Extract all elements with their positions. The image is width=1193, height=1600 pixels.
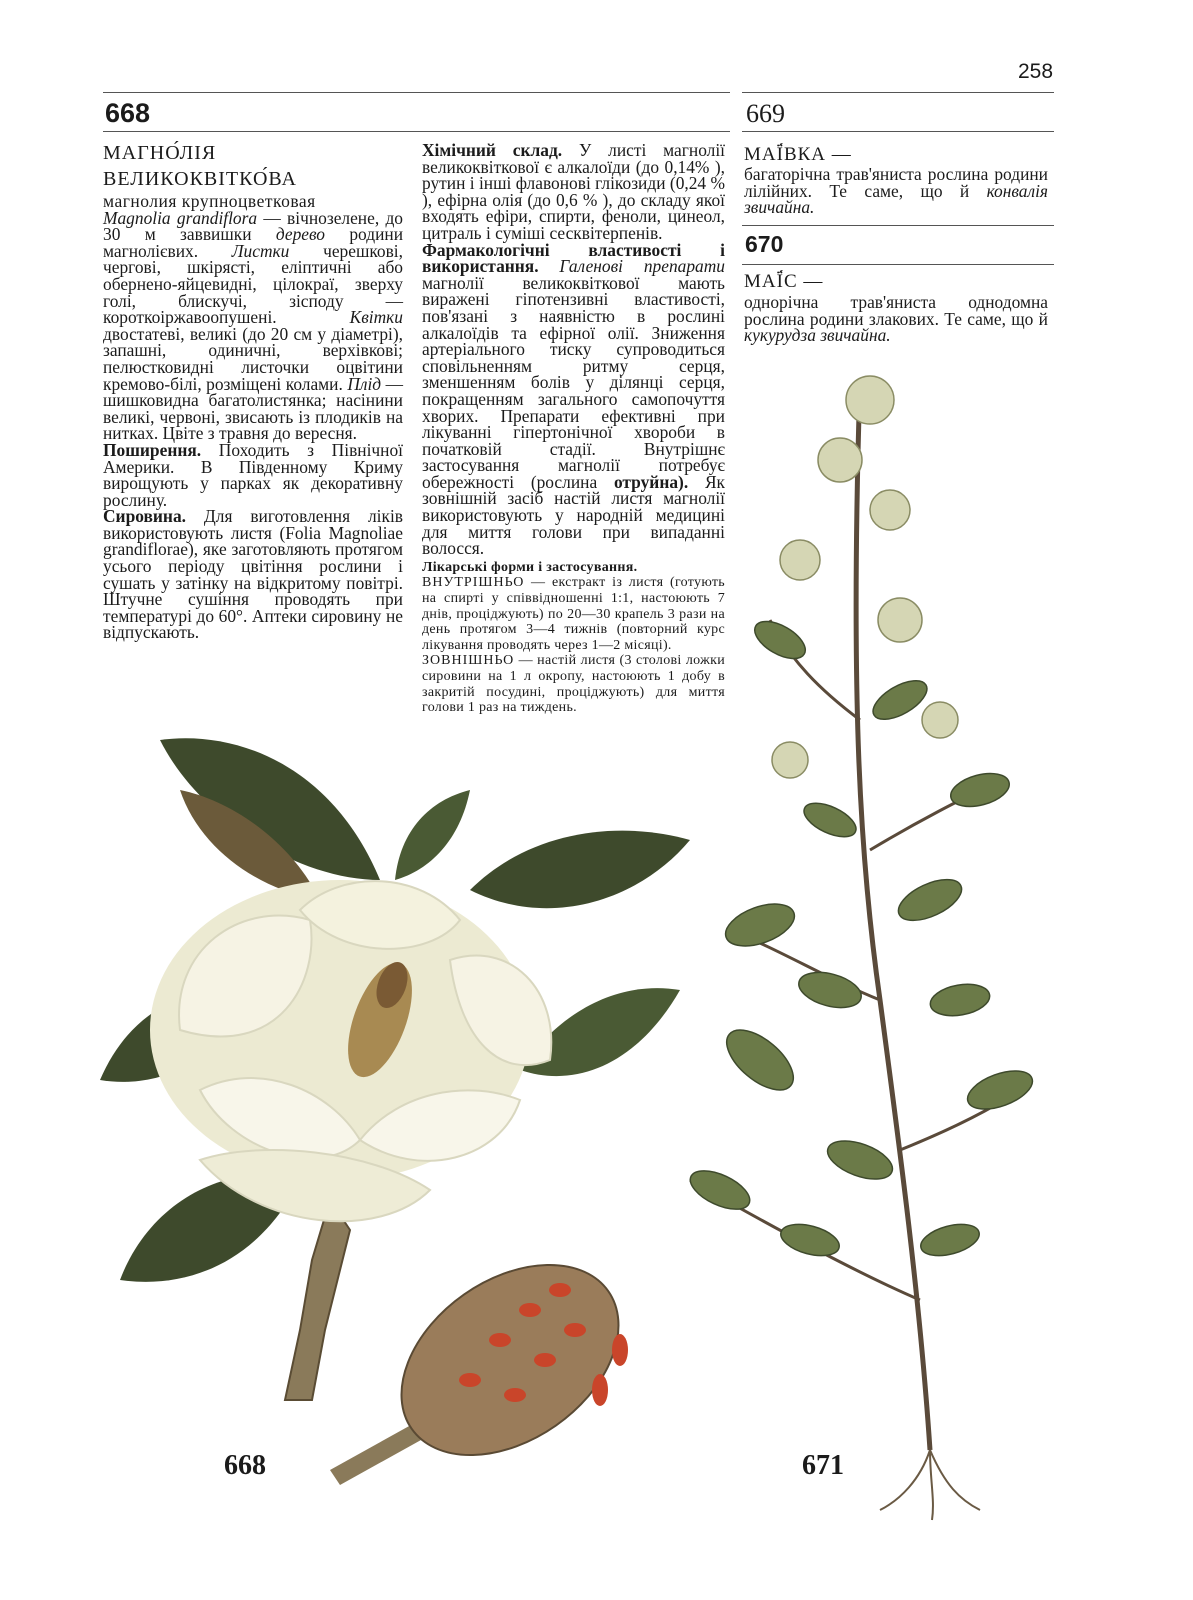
desc-text-2: родини магнолієвих.	[103, 224, 403, 261]
desc-italic-1: дерево	[275, 224, 326, 245]
pharm-italic: Галенові препарати	[559, 256, 725, 277]
internal-label: ВНУТРІШНЬО	[422, 575, 525, 591]
entry-669-ref: конвалія звичайна.	[744, 180, 1048, 218]
magnolia-leaf-top-right	[470, 831, 690, 909]
desc-text-3: черешкові, чергові, шкірясті, еліптичні або обернено-яйцевидні, цілокраї, зверху голі, блискучі, зісподу — короткоіржавоопушені.	[103, 240, 403, 328]
entry-number-669: 669	[746, 99, 785, 128]
magnolia-fruit-cone	[366, 1226, 654, 1495]
raw-text: Для виготовлення ліків використовують листя (Folia Magnoliae grandiflorae), яке заготовляють протягом усього періоду цвітіння рослини і сушать у затінку на відкритому повітрі. Штучне сушіння проводять при температурі до 60°. Аптеки сировину не відпускають.	[103, 506, 403, 643]
chem-label: Хімічний склад.	[422, 140, 563, 160]
entry-669-body: багаторічна трав'яниста рослина родини лілійних. Те саме, що й	[744, 164, 1048, 201]
forms-label: Лікарські форми і застосування.	[422, 559, 638, 575]
herb-leaves	[685, 614, 1038, 1261]
entry-title-line2: ВЕЛИКОКВІТКО́ВА	[103, 168, 297, 190]
pharm-label: Фармакологічні властивості і використання.	[422, 239, 725, 277]
desc-text-5: — шишковидна багатолистянка; насінини великі, червоні, звисають із плодиків на нитках. Цвіте з травня до вересня.	[103, 373, 403, 444]
raw-label: Сировина.	[103, 506, 186, 527]
magnolia-illustration	[100, 738, 690, 1494]
internal-text: — екстракт із листя (готують на спирті у співвідношенні 1:1, настоюють 7 днів, проціджують) по 20—30 крапель 3 рази на день протягом 3—4 тижнів (повторний курс лікування проводять через 1—2 місяці).	[422, 575, 725, 653]
external-label: ЗОВНІШНЬО	[422, 653, 515, 669]
desc-text-1: — вічнозелене, до 30 м заввишки	[103, 207, 403, 245]
entry-670-ref: кукурудза звичайна.	[744, 325, 891, 346]
herb-flower-clusters	[772, 376, 958, 778]
figure-label-671: 671	[802, 1450, 844, 1481]
magnolia-branch	[285, 1200, 350, 1400]
entry-670-body: однорічна трав'яниста однодомна рослина родини злакових. Те саме, що й	[744, 292, 1048, 329]
entry-670-title: МАЇ́С —	[744, 271, 824, 292]
desc-italic-3: Квітки	[349, 307, 403, 328]
desc-italic-2: Листки	[231, 240, 290, 261]
page-number: 258	[1018, 60, 1054, 83]
pharm-text-1: магнолії великоквіткової мають виражені гіпотензивні властивості, пов'язані з наявністю в рослині алкалоїдів та ефірної олії. Зниження артеріального тиску супроводиться сповільненням ритму серця, зменшенням болів у ділянці серця, покращенням загального самопочуття хворих. Препарати ефективні при лікуванні гіпертонічної хвороби в початковій стадії. Внутрішнє застосування магнолії потребує обережності (рослина	[422, 272, 725, 492]
pharm-text-2: Як зовнішній засіб настій листя магнолії використовують у народній медицині для миття голови при випаданні волосся.	[422, 471, 725, 559]
spread-label: Поширення.	[103, 439, 202, 460]
desc-text-4: двостатеві, великі (до 20 см у діаметрі), запашні, одиничні, верхівкові; пелюстковидні листочки оцвітини кремово-білі, розміщені колами.	[103, 323, 403, 394]
entry-title-line1: МАГНО́ЛІЯ	[103, 142, 217, 164]
herb-roots	[880, 1450, 980, 1520]
herb-plant-illustration	[685, 376, 1038, 1520]
magnolia-leaf-small-top	[395, 790, 470, 880]
pharm-bold: отруйна).	[613, 471, 689, 492]
russian-name: магнолия крупноцветковая	[103, 191, 316, 211]
spread-text: Походить з Північної Америки. В Південному Криму вирощують у парках як декоративну рослину.	[103, 439, 403, 510]
latin-name: Magnolia grandiflora	[103, 207, 258, 228]
external-text: — настій листя (3 столові ложки сировини на 1 л окропу, настоюють 1 добу в закритій посудині, проціджують) для миття голови 1 раз на тиждень.	[422, 653, 725, 716]
desc-italic-4: Плід	[347, 373, 382, 394]
entry-number-670: 670	[745, 231, 784, 257]
figure-label-668: 668	[224, 1450, 266, 1481]
entry-669-title: МАЇ́ВКА —	[744, 144, 852, 165]
chem-text: У листі магнолії великоквіткової є алкалоїди (до 0,14% ), рутин і інші флавонові глікозиди (0,24 % ), ефірна олія (до 0,6 % ), до складу якої входять ефіри, спирти, феноли, цинеол, цитраль і суміші сесквітерпенів.	[422, 140, 726, 243]
entry-number-668: 668	[105, 98, 151, 128]
